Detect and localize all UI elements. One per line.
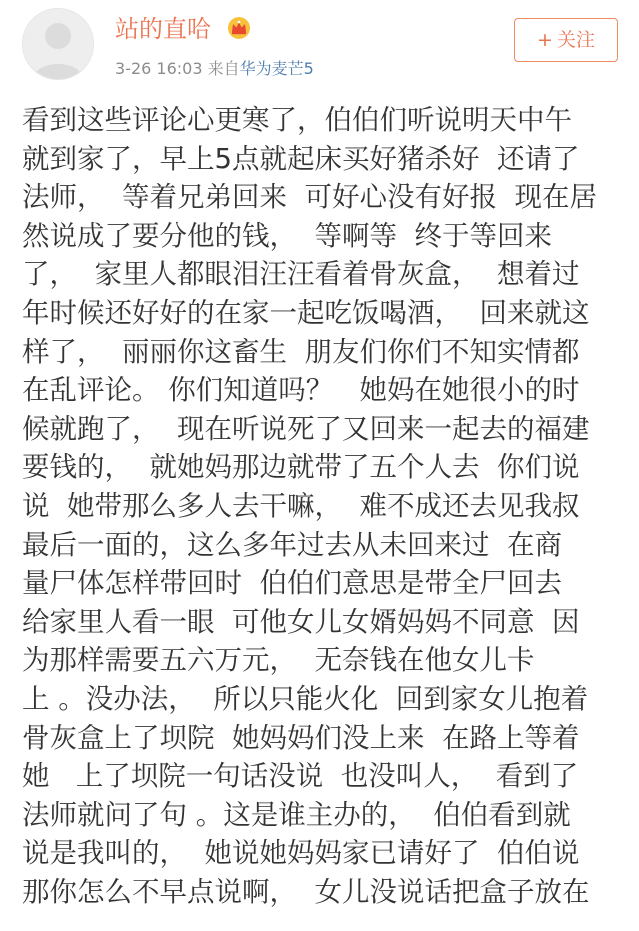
post-line: 候就跑了， 现在听说死了又回来一起去的福建 <box>22 412 590 445</box>
post-time: 3-26 16:03 <box>115 59 203 78</box>
post-line: 她 上了坝院一句话没说 也没叫人， 看到了 <box>22 760 579 793</box>
source-prefix: 来自 <box>207 59 240 78</box>
default-avatar-icon <box>23 9 93 79</box>
post-line: 说 她带那么多人去干嘛， 难不成还去见我叔 <box>22 489 580 522</box>
post-meta <box>115 58 314 80</box>
post-text <box>22 101 622 911</box>
post-line: 看到这些评论心更寒了，伯伯们听说明天中午 <box>22 104 572 136</box>
follow-label: 关注 <box>556 29 595 51</box>
follow-button[interactable] <box>514 18 618 62</box>
post-line: 骨灰盒上了坝院 她妈妈们没上来 在路上等着 <box>22 721 580 754</box>
post-line: 样了， 丽丽你这畜生 朋友们你们不知实情都 <box>22 335 580 368</box>
post-line: 法师就问了句 。这是谁主办的， 伯伯看到就 <box>22 798 571 831</box>
post-line: 了， 家里人都眼泪汪汪看着骨灰盒， 想着过 <box>22 258 580 291</box>
user-avatar[interactable] <box>22 8 94 80</box>
post-line: 最后一面的，这么多年过去从未回来过 在商 <box>22 528 562 561</box>
post-line: 为那样需要五六万元， 无奈钱在他女儿卡 <box>22 644 535 677</box>
crown-icon <box>226 16 252 40</box>
user-name[interactable]: 站的直哈 <box>115 15 211 43</box>
source-link[interactable]: 华为麦芒5 <box>239 59 314 78</box>
post-line: 年时候还好好的在家一起吃饭喝酒， 回来就这 <box>22 296 590 329</box>
post-line: 就到家了，早上5点就起床买好猪杀好 还请了 <box>22 142 580 175</box>
post-line: 要钱的， 就她妈那边就带了五个人去 你们说 <box>22 451 580 484</box>
post-line: 法师， 等着兄弟回来 可好心没有好报 现在居 <box>22 181 597 214</box>
post-line: 量尸体怎样带回时 伯伯们意思是带全尸回去 <box>22 567 562 600</box>
post-header <box>0 0 639 95</box>
post-line: 在乱评论。 你们知道吗？ 她妈在她很小的时 <box>22 374 580 407</box>
post-line: 然说成了要分他的钱， 等啊等 终于等回来 <box>22 219 552 252</box>
post-line: 给家里人看一眼 可他女儿女婿妈妈不同意 因 <box>22 605 580 638</box>
plus-icon: + <box>537 29 553 51</box>
post-line: 说是我叫的， 她说她妈妈家已请好了 伯伯说 <box>22 837 580 870</box>
post-line: 上 。没办法， 所以只能火化 回到家女儿抱着 <box>22 682 589 715</box>
post-line: 那你怎么不早点说啊， 女儿没说话把盒子放在 <box>22 875 590 908</box>
